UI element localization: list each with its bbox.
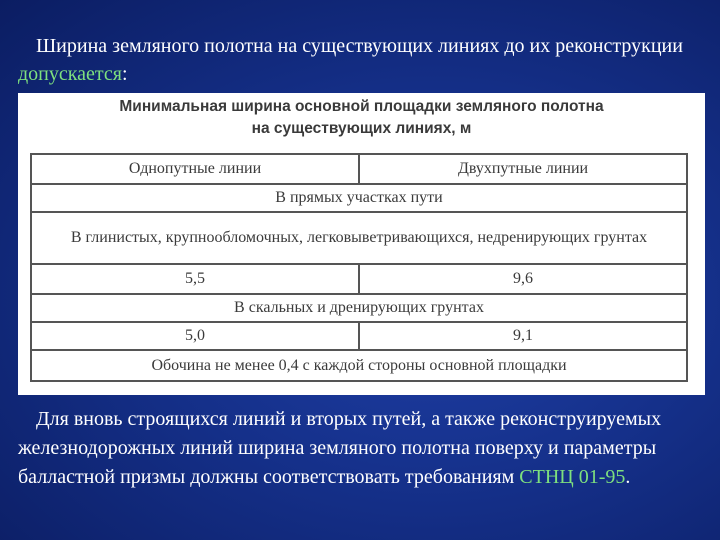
section-rock: В скальных и дренирующих грунтах xyxy=(31,294,687,322)
rock-values-row xyxy=(31,322,687,350)
clay-values-row xyxy=(31,264,687,294)
clay-single-value: 5,5 xyxy=(31,264,359,294)
intro-paragraph xyxy=(18,32,708,88)
section-straight-row xyxy=(31,184,687,212)
outro-paragraph xyxy=(18,405,708,492)
table-title xyxy=(18,96,705,140)
width-table xyxy=(30,153,688,382)
section-clay-row xyxy=(31,212,687,264)
table-title-line-2: на существующих линиях, м xyxy=(251,120,472,137)
intro-highlight: допускается xyxy=(18,63,122,85)
clay-double-value: 9,6 xyxy=(359,264,687,294)
header-double-track: Двухпутные линии xyxy=(359,154,687,184)
outro-highlight: СТНЦ 01-95 xyxy=(519,466,626,488)
outro-text: Для вновь строящихся линий и вторых путей, а также реконструируемых железнодорожных линий ширина земляного полотна поверху и параметры балластной призмы должны соответствовать требованиям xyxy=(18,408,662,488)
width-table-image xyxy=(18,93,705,395)
table-header-row xyxy=(31,154,687,184)
outro-end: . xyxy=(625,466,631,488)
section-clay: В глинистых, крупнообломочных, легковыветривающихся, недренирующих грунтах xyxy=(31,212,687,264)
intro-end: : xyxy=(121,63,128,85)
section-rock-row xyxy=(31,294,687,322)
footer-row xyxy=(31,350,687,381)
header-single-track: Однопутные линии xyxy=(31,154,359,184)
table-title-line-1: Минимальная ширина основной площадки земляного полотна xyxy=(119,98,604,115)
intro-text: Ширина земляного полотна на существующих линиях до их реконструкции xyxy=(36,35,683,57)
table-footer: Обочина не менее 0,4 с каждой стороны основной площадки xyxy=(31,350,687,381)
rock-double-value: 9,1 xyxy=(359,322,687,350)
rock-single-value: 5,0 xyxy=(31,322,359,350)
section-straight: В прямых участках пути xyxy=(31,184,687,212)
